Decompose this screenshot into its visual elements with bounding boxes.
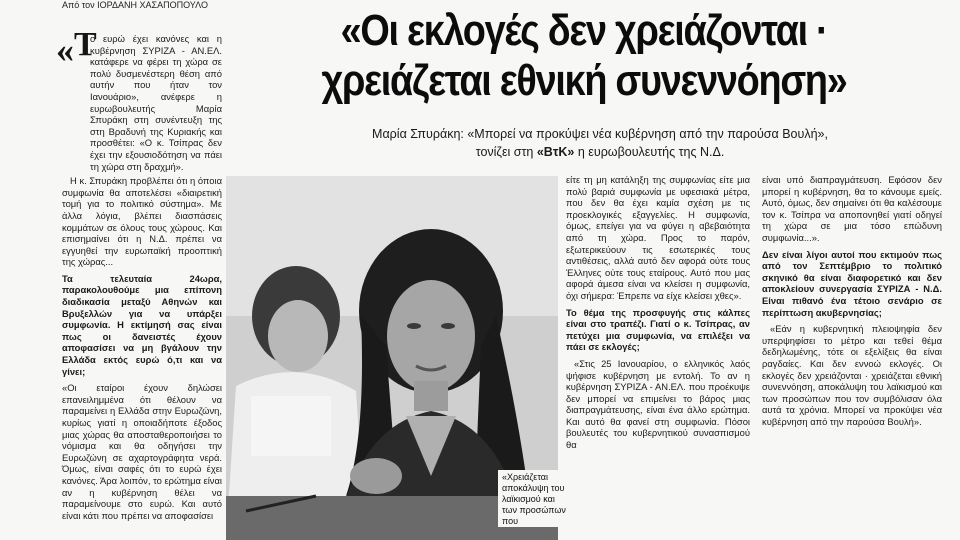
headline (278, 6, 890, 106)
article-column-2 (566, 174, 750, 454)
subhead-line-2-pre: τονίζει στη (475, 145, 537, 159)
paragraph: «Εάν η κυβερνητική πλειοψηφία δεν υπερψηφίσει το μέτρο και τεθεί θέμα δεδηλωμένης, τότε οι εξελίξεις θα είναι ραγδαίες. Και δεν εννοώ εκλογές. Οι εκλογές δεν χρειάζονται · χρειάζεται εθνική συνεννόηση, αποκάλυψη του λαϊκισμού και των προσώπων που τον συμβόλισαν όλα αυτά τα χρόνια. Μπορεί να προκύψει νέα κυβέρνηση από την παρούσα Βουλή». (762, 323, 942, 427)
paragraph: «Οι εταίροι έχουν δηλώσει επανειλημμένα ότι θέλουν να παραμείνει η Ελλάδα στην Ευρωζώνη, κυρίως γιατί η οποιαδήποτε έξοδος μιας χώρας θα αποσταθεροποιήσει το νόμισμα και θα οδηγήσει την Ευρωζώνη σε αχαρτογράφητα νερά. Όμως, είναι σαφές ότι το ευρώ έχει κανόνες. Άρα λοιπόν, το ερώτημα είναι αν η κυβέρνηση θέλει να παραμείνουμε στο ευρώ. Και αυτό είναι κάτι που πρέπει να αποφασίσει (62, 382, 222, 521)
paragraph: είναι υπό διαπραγμάτευση. Εφόσον δεν μπορεί η κυβέρνηση, θα το κάνουμε εμείς. Αυτό, όμως, δεν σημαίνει ότι θα καλέσουμε τον κ. Τσίπρα να αποπονηθεί γιατί οδηγεί τη χώρα σε μια τόσο επώδυνη συμφωνία...». (762, 174, 942, 243)
paragraph: είτε τη μη κατάληξη της συμφωνίας είτε μια πολύ βαριά συμφωνία με υφεσιακά μέτρα, που δεν θα έχει καμία σχέση με τις προεκλογικές εξαγγελίες. Η συμφωνία, όμως, επείγει για να φύγει η αβεβαιότητα από τη χώρα. Προς το παρόν, εξωτερικεύουν τις εσωτερικές τους αντιθέσεις, αλλά αυτό δεν αφορά ούτε τους Έλληνες ούτε τους εταίρους. Αυτό που μας αφορά άμεσα είναι να κλείσει η συμφωνία, όχι σήμερα: Έπρεπε να είχε κλείσει χθες». (566, 174, 750, 301)
interview-question: Το θέμα της προσφυγής στις κάλπες είναι στο τραπέζι. Γιατί ο κ. Τσίπρας, αν πετύχει μια συμφωνία, να επιλέξει να πάει σε εκλογές; (566, 306, 750, 353)
subheadline (300, 125, 900, 161)
drop-cap: Τ (74, 26, 97, 63)
subhead-line-1: Μαρία Σπυράκη: «Μπορεί να προκύψει νέα κυβέρνηση από την παρούσα Βουλή», (372, 127, 828, 141)
headline-line-2: χρειάζεται εθνική συνεννόηση» (321, 56, 847, 105)
paragraph: Η κ. Σπυράκη προβλέπει ότι η όποια συμφωνία θα αποτελέσει «διαιρετική τομή για το πολιτικό σύστημα». Με άλλα λόγια, βλέπει διασπάσεις κομμάτων σε όλους τους χώρους. Και επισημαίνει ότι η Ν.Δ. πρέπει να εγγυηθεί την ευρωπαϊκή προοπτική της χώρας... (62, 175, 222, 268)
newspaper-name: «ΒτΚ» (536, 145, 575, 159)
interview-question: Δεν είναι λίγοι αυτοί που εκτιμούν πως από τον Σεπτέμβριο το πολιτικό σκηνικό θα είναι διαφορετικό και δεν αποκλείουν συνεργασία ΣΥΡΙΖΑ - Ν.Δ. Είναι πιθανό ένα τέτοιο σενάριο σε περίπτωση ακυβερνησίας; (762, 248, 942, 318)
subhead-line-2 (300, 143, 900, 161)
opening-quote-mark: « (56, 30, 74, 70)
headline-line-1: «Οι εκλογές δεν χρειάζονται · (340, 6, 828, 55)
interview-question: Τα τελευταία 24ωρα, παρακολουθούμε μια επίπονη διαδικασία μεταξύ Αθηνών και Βρυξελλών για να υπάρξει συμφωνία. Η εκτίμησή σας είναι πως οι δανειστές έχουν αποφασίσει να μη βγάλουν την Ελλάδα εκτός ευρώ ό,τι και να γίνει; (62, 272, 222, 377)
paragraph: ο ευρώ έχει κανόνες και η κυβέρνηση ΣΥΡΙΖΑ - ΑΝ.ΕΛ. κατάφερε να φέρει τη χώρα σε πολύ δυσμενέστερη θέση από αυτήν που ήταν τον Ιανουάριο», ανέφερε η ευρωβουλευτής Μαρία Σπυράκη στη συνέντευξη της στη Βραδυνή της Κυριακής και προσθέτει: «Ο κ. Τσίπρας δεν έχει την εξουσιοδότηση να πάει τη χώρα στη δραχμή». (90, 33, 222, 172)
photo-caption: «Χρειάζεται αποκάλυψη του λαϊκισμού και των προσώπων που (498, 470, 570, 527)
subhead-line-2-post: η ευρωβουλευτής της Ν.Δ. (574, 145, 725, 159)
article-column-3 (762, 174, 942, 430)
article-column-1 (62, 33, 222, 524)
paragraph: «Στις 25 Ιανουαρίου, ο ελληνικός λαός ψήφισε κυβέρνηση με εντολή. Το αν η κυβέρνηση ΣΥΡΙΖΑ - ΑΝ.ΕΛ. που προέκυψε δεν μπορεί να επιμείνει το βάρος μιας διαπραγμάτευσης, είναι ένα άλλο ερώτημα. Και αυτό θα φανεί στη συμφωνία. Πόσοι βουλευτές του κυβερνητικού συνασπισμού θα (566, 357, 750, 451)
byline: Από τον ΙΟΡΔΑΝΗ ΧΑΣΑΠΟΠΟΥΛΟ (62, 0, 208, 10)
